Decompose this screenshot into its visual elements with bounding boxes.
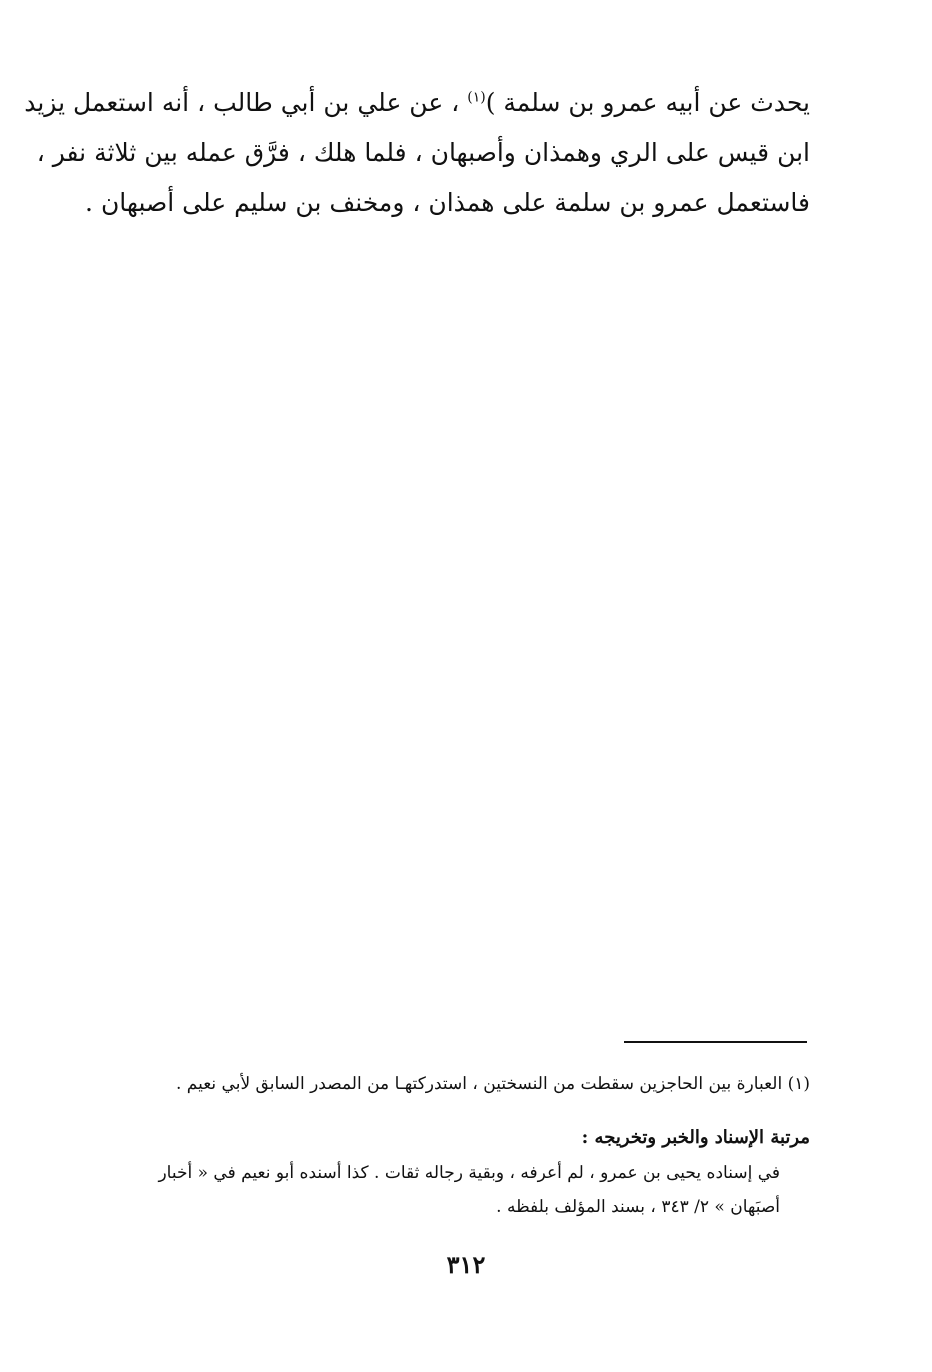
takhrij-heading: مرتبة الإسناد والخبر وتخريجه : <box>581 1127 810 1148</box>
main-text-line-3: فاستعمل عمرو بن سلمة على همذان ، ومخنف بن سليم على أصبهان . <box>85 188 810 217</box>
main-text-line-1 <box>24 78 810 128</box>
footnote-separator-line <box>624 1041 807 1043</box>
footnote-1: (١) العبارة بين الحاجزين سقطت من النسختين ، استدركتهـا من المصدر السابق لأبي نعيم . <box>175 1074 810 1094</box>
takhrij-line-2: أصبَهان » ٢/ ٣٤٣ ، بسند المؤلف بلفظه . <box>496 1197 780 1217</box>
takhrij-text <box>110 1156 810 1224</box>
main-text-line-1-end: ، عن علي بن أبي طالب ، أنه استعمل يزيد <box>24 88 468 117</box>
main-text-line-1-start: يحدث عن أبيه عمرو بن سلمة ) <box>485 88 810 117</box>
footnote-reference-marker: (١) <box>467 89 486 106</box>
takhrij-line-1: في إسناده يحيى بن عمرو ، لم أعرفه ، وبقية رجاله ثقات . كذا أسنده أبو نعيم في « أخبار <box>158 1163 780 1183</box>
main-text <box>24 78 810 228</box>
page-number: ٣١٢ <box>446 1250 486 1279</box>
main-text-line-2: ابن قيس على الري وهمذان وأصبهان ، فلما هلك ، فرَّق عمله بين ثلاثة نفر ، <box>36 138 810 167</box>
